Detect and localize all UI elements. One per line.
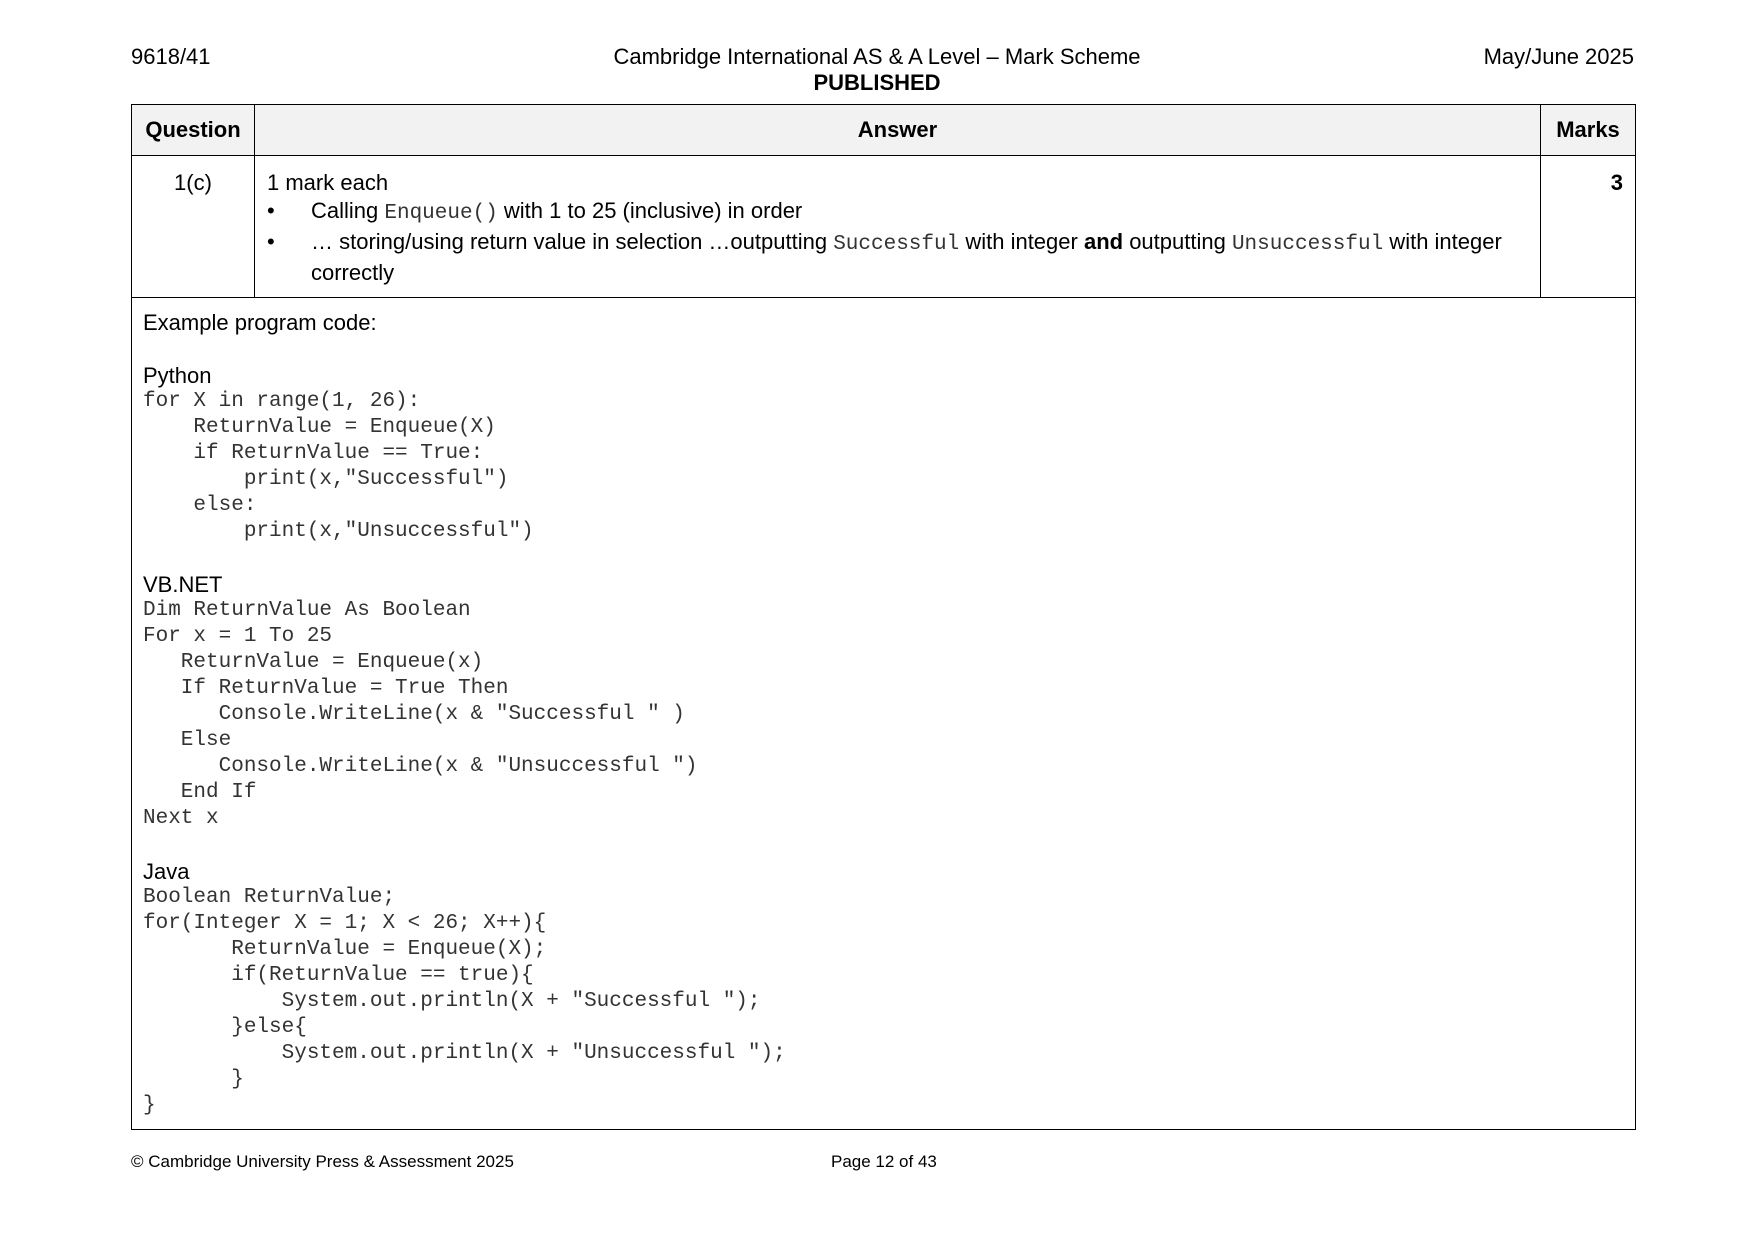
page-number: Page 12 of 43 (831, 1152, 937, 1171)
vbnet-code-block: Dim ReturnValue As Boolean For x = 1 To 25 ReturnValue = Enqueue(x) If ReturnValue = True Then Console.WriteLine(x & "Successful " ) Else Console.WriteLine(x & "Unsuccessful ") End If Next x (143, 599, 698, 830)
question-column-header: Question (132, 105, 255, 156)
list-item (267, 197, 1528, 228)
python-label: Python (143, 363, 212, 388)
published-label: PUBLISHED (813, 70, 941, 95)
example-code-cell (132, 298, 1636, 1130)
marks-column-header: Marks (1541, 105, 1636, 156)
bullet-text: Calling (311, 198, 385, 223)
inline-code: Unsuccessful (1231, 233, 1384, 256)
table-header-row (132, 105, 1636, 156)
title-text: Cambridge International AS & A Level – Mark Scheme (613, 44, 1141, 69)
paper-code: 9618/41 (131, 44, 211, 69)
bullet-text: with integer correctly (311, 229, 1502, 285)
vbnet-label: VB.NET (143, 572, 223, 597)
bullet-text: with 1 to 25 (inclusive) in order (497, 198, 803, 223)
java-label: Java (143, 859, 190, 884)
answer-column-header: Answer (255, 105, 1541, 156)
marks-value: 3 (1541, 156, 1636, 298)
bullet-text: with integer (959, 229, 1084, 254)
exam-session: May/June 2025 (1483, 44, 1634, 69)
bullet-text: outputting (1123, 229, 1232, 254)
java-code-block: Boolean ReturnValue; for(Integer X = 1; X < 26; X++){ ReturnValue = Enqueue(X); if(ReturnValue == true){ System.out.println(X + "Successful "); }else{ System.out.println(X + "Unsuccessful "); } } (143, 886, 786, 1117)
copyright-notice: © Cambridge University Press & Assessment 2025 (131, 1152, 514, 1171)
inline-code: Successful (833, 233, 960, 256)
bullet-text: … storing/using return value in selection …outputting (311, 229, 834, 254)
table-row (132, 298, 1636, 1130)
question-number: 1(c) (132, 156, 255, 298)
list-item (267, 228, 1528, 287)
inline-code: Enqueue() (384, 202, 498, 225)
python-code-block: for X in range(1, 26): ReturnValue = Enqueue(X) if ReturnValue == True: print(x,"Successful") else: print(x,"Unsuccessful") (143, 390, 534, 543)
mark-scheme-table (131, 104, 1636, 1130)
bold-text: and (1083, 229, 1124, 254)
answer-cell (255, 156, 1541, 298)
table-row (132, 156, 1636, 298)
answer-intro: 1 mark each (267, 170, 389, 195)
answer-bullets (267, 197, 1528, 287)
example-intro: Example program code: (143, 310, 377, 335)
